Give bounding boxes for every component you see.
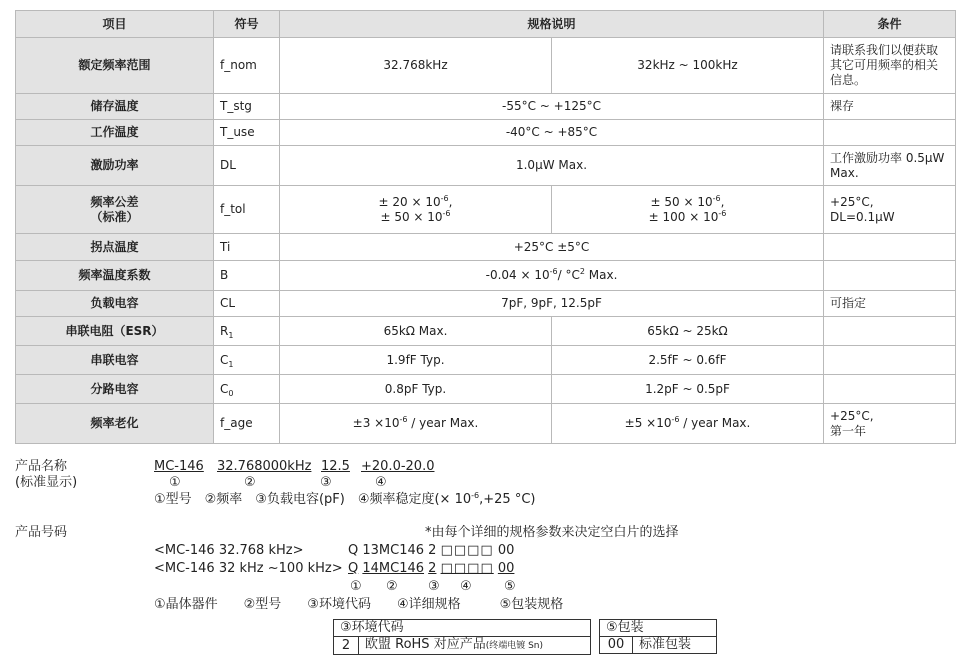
row-value-2: 1.2pF ~ 0.5pF bbox=[552, 375, 824, 404]
tol-exponent: -6 bbox=[718, 208, 727, 218]
row-value: +25°C ±5°C bbox=[280, 234, 824, 261]
pc-row2-desc: <MC-146 32 kHz ~100 kHz> bbox=[154, 561, 343, 576]
row-symbol: Ti bbox=[214, 234, 280, 261]
table-row bbox=[16, 261, 956, 291]
row-value-1: 1.9fF Typ. bbox=[280, 346, 552, 375]
table-row bbox=[16, 375, 956, 404]
row-value-1: 32.768kHz bbox=[280, 38, 552, 94]
row-value-2: 32kHz ~ 100kHz bbox=[552, 38, 824, 94]
symbol-subscript: 1 bbox=[228, 330, 234, 340]
row-value: -55°C ~ +125°C bbox=[280, 94, 824, 120]
row-symbol: CL bbox=[214, 291, 280, 317]
pc-marker-1: ① bbox=[350, 579, 362, 594]
row-symbol bbox=[214, 346, 280, 375]
env-desc-note: (终端电镀 Sn) bbox=[485, 641, 544, 651]
header-item: 项目 bbox=[16, 11, 214, 38]
pc-row2-env: 2 bbox=[428, 561, 437, 576]
pn-tolerance: +20.0-20.0 bbox=[361, 459, 435, 474]
aging-text: ±3 ×10 bbox=[352, 416, 400, 430]
tol-value-text: ± 50 × 10 bbox=[380, 209, 443, 224]
pn-marker-1: ① bbox=[169, 475, 181, 490]
tol-exponent: -6 bbox=[440, 193, 449, 203]
row-condition bbox=[824, 234, 956, 261]
row-value-1 bbox=[280, 404, 552, 444]
table-row bbox=[16, 317, 956, 346]
row-symbol bbox=[214, 317, 280, 346]
row-value: 7pF, 9pF, 12.5pF bbox=[280, 291, 824, 317]
env-code-table bbox=[333, 619, 591, 655]
header-symbol: 符号 bbox=[214, 11, 280, 38]
pn-legend-text: ①型号 ②频率 ③负载电容(pF) ④频率稳定度(× 10 bbox=[154, 492, 472, 507]
tol-value-text: ± 50 × 10 bbox=[650, 194, 713, 209]
row-item: 频率老化 bbox=[16, 404, 214, 444]
cond-line2: DL=0.1μW bbox=[830, 209, 895, 224]
row-symbol: T_use bbox=[214, 120, 280, 146]
symbol-subscript: 0 bbox=[228, 388, 234, 398]
row-condition: 可指定 bbox=[824, 291, 956, 317]
packaging-desc: 标准包装 bbox=[633, 637, 717, 654]
table-header-row bbox=[16, 11, 956, 38]
row-value: 1.0μW Max. bbox=[280, 146, 824, 186]
aging-unit: / year Max. bbox=[679, 416, 751, 430]
row-value-2: 65kΩ ~ 25kΩ bbox=[552, 317, 824, 346]
header-cond: 条件 bbox=[824, 11, 956, 38]
row-item: 储存温度 bbox=[16, 94, 214, 120]
table-row bbox=[16, 186, 956, 234]
row-item: 拐点温度 bbox=[16, 234, 214, 261]
row-value-2: 2.5fF ~ 0.6fF bbox=[552, 346, 824, 375]
row-symbol bbox=[214, 375, 280, 404]
table-row bbox=[16, 38, 956, 94]
symbol-letter: C bbox=[220, 352, 229, 367]
row-condition bbox=[824, 404, 956, 444]
pc-row2-q: Q bbox=[348, 561, 359, 576]
row-item bbox=[16, 186, 214, 234]
row-item: 额定频率范围 bbox=[16, 38, 214, 94]
env-desc-text: 欧盟 RoHS 对应产品 bbox=[365, 637, 486, 652]
row-item-line2: （标准） bbox=[90, 209, 139, 224]
row-item: 串联电容 bbox=[16, 346, 214, 375]
row-condition bbox=[824, 120, 956, 146]
tol-exponent: -6 bbox=[712, 193, 721, 203]
env-code-title: ③环境代码 bbox=[334, 620, 591, 637]
row-value-2 bbox=[552, 404, 824, 444]
cond-line2: 第一年 bbox=[830, 423, 867, 438]
packaging-title: ⑤包装 bbox=[600, 620, 717, 637]
pc-marker-5: ⑤ bbox=[504, 579, 516, 594]
tol-value-text: ± 100 × 10 bbox=[648, 209, 719, 224]
row-item-line1: 频率公差 bbox=[90, 194, 139, 209]
table-row bbox=[16, 291, 956, 317]
row-item: 工作温度 bbox=[16, 120, 214, 146]
tol-exponent: -6 bbox=[442, 208, 451, 218]
pc-row2-blank-boxes: □□□□ bbox=[440, 561, 494, 576]
row-value: -40°C ~ +85°C bbox=[280, 120, 824, 146]
row-symbol: T_stg bbox=[214, 94, 280, 120]
coef-unit-exponent: 2 bbox=[579, 267, 585, 276]
pc-row1-tail: 00 bbox=[497, 543, 515, 558]
row-condition bbox=[824, 375, 956, 404]
pc-legend: ①晶体器件 ②型号 ③环境代码 ④详细规格 ⑤包装规格 bbox=[154, 597, 564, 612]
pc-marker-4: ④ bbox=[460, 579, 472, 594]
table-row bbox=[16, 120, 956, 146]
pc-row1-code bbox=[348, 543, 514, 559]
tol-value-text: ± 20 × 10 bbox=[378, 194, 441, 209]
row-symbol: B bbox=[214, 261, 280, 291]
cond-line1: +25°C, bbox=[830, 408, 874, 423]
row-item: 激励功率 bbox=[16, 146, 214, 186]
header-spec: 规格说明 bbox=[280, 11, 824, 38]
coef-unit: / °C bbox=[557, 268, 580, 282]
pc-marker-3: ③ bbox=[428, 579, 440, 594]
row-item: 分路电容 bbox=[16, 375, 214, 404]
tol-comma: , bbox=[448, 194, 453, 209]
pc-row2-tail: 00 bbox=[497, 561, 515, 576]
coef-exponent: -6 bbox=[549, 267, 558, 276]
row-symbol: f_nom bbox=[214, 38, 280, 94]
pc-row1-blank-boxes: □□□□ bbox=[440, 543, 494, 558]
pn-marker-2: ② bbox=[244, 475, 256, 490]
spec-table bbox=[15, 10, 956, 444]
pc-marker-2: ② bbox=[386, 579, 398, 594]
pn-marker-3: ③ bbox=[320, 475, 332, 490]
row-condition: 裸存 bbox=[824, 94, 956, 120]
row-condition: 请联系我们以便获取其它可用频率的相关信息。 bbox=[824, 38, 956, 94]
tol-comma: , bbox=[720, 194, 725, 209]
product-name-label: 产品名称 bbox=[15, 459, 68, 474]
pn-load-cap: 12.5 bbox=[321, 459, 350, 474]
symbol-letter: C bbox=[220, 381, 229, 396]
row-condition bbox=[824, 261, 956, 291]
row-condition: 工作激励功率 0.5μW Max. bbox=[824, 146, 956, 186]
row-condition bbox=[824, 186, 956, 234]
row-item: 频率温度系数 bbox=[16, 261, 214, 291]
aging-text: ±5 ×10 bbox=[624, 416, 672, 430]
pc-row1-desc: <MC-146 32.768 kHz> bbox=[154, 543, 304, 558]
pc-row1-code-text: Q 13MC146 2 bbox=[348, 543, 437, 558]
pn-frequency: 32.768000kHz bbox=[217, 459, 312, 474]
row-value bbox=[280, 261, 824, 291]
pn-model: MC-146 bbox=[154, 459, 204, 474]
row-value-1: 0.8pF Typ. bbox=[280, 375, 552, 404]
pc-note: *由每个详细的规格参数来决定空白片的选择 bbox=[425, 525, 679, 540]
product-name-sublabel: (标准显示) bbox=[15, 475, 78, 490]
row-condition bbox=[824, 317, 956, 346]
row-value-1 bbox=[280, 186, 552, 234]
env-code-desc bbox=[359, 637, 591, 655]
pn-marker-4: ④ bbox=[375, 475, 387, 490]
row-item: 串联电阻（ESR） bbox=[16, 317, 214, 346]
packaging-code: 00 bbox=[600, 637, 633, 654]
pn-legend-exponent: -6 bbox=[471, 491, 480, 500]
coef-text: -0.04 × 10 bbox=[485, 268, 550, 282]
row-item: 负载电容 bbox=[16, 291, 214, 317]
row-value-1: 65kΩ Max. bbox=[280, 317, 552, 346]
packaging-table bbox=[599, 619, 717, 654]
table-row bbox=[16, 234, 956, 261]
table-row bbox=[16, 94, 956, 120]
table-row bbox=[16, 346, 956, 375]
pn-legend-tail: ,+25 °C) bbox=[479, 492, 536, 507]
row-condition bbox=[824, 346, 956, 375]
pc-row2-code bbox=[348, 561, 514, 577]
row-value-2 bbox=[552, 186, 824, 234]
aging-unit: / year Max. bbox=[407, 416, 479, 430]
aging-exponent: -6 bbox=[399, 415, 408, 424]
env-code-value: 2 bbox=[334, 637, 359, 655]
pc-row2-model: 14MC146 bbox=[362, 561, 425, 576]
product-code-label: 产品号码 bbox=[15, 525, 68, 540]
symbol-letter: R bbox=[220, 323, 229, 338]
aging-exponent: -6 bbox=[671, 415, 680, 424]
row-symbol: f_age bbox=[214, 404, 280, 444]
row-symbol: DL bbox=[214, 146, 280, 186]
row-symbol: f_tol bbox=[214, 186, 280, 234]
cond-line1: +25°C, bbox=[830, 194, 874, 209]
table-row bbox=[16, 146, 956, 186]
coef-max: Max. bbox=[584, 268, 618, 282]
table-row bbox=[16, 404, 956, 444]
pn-legend bbox=[154, 492, 535, 508]
symbol-subscript: 1 bbox=[228, 359, 234, 369]
